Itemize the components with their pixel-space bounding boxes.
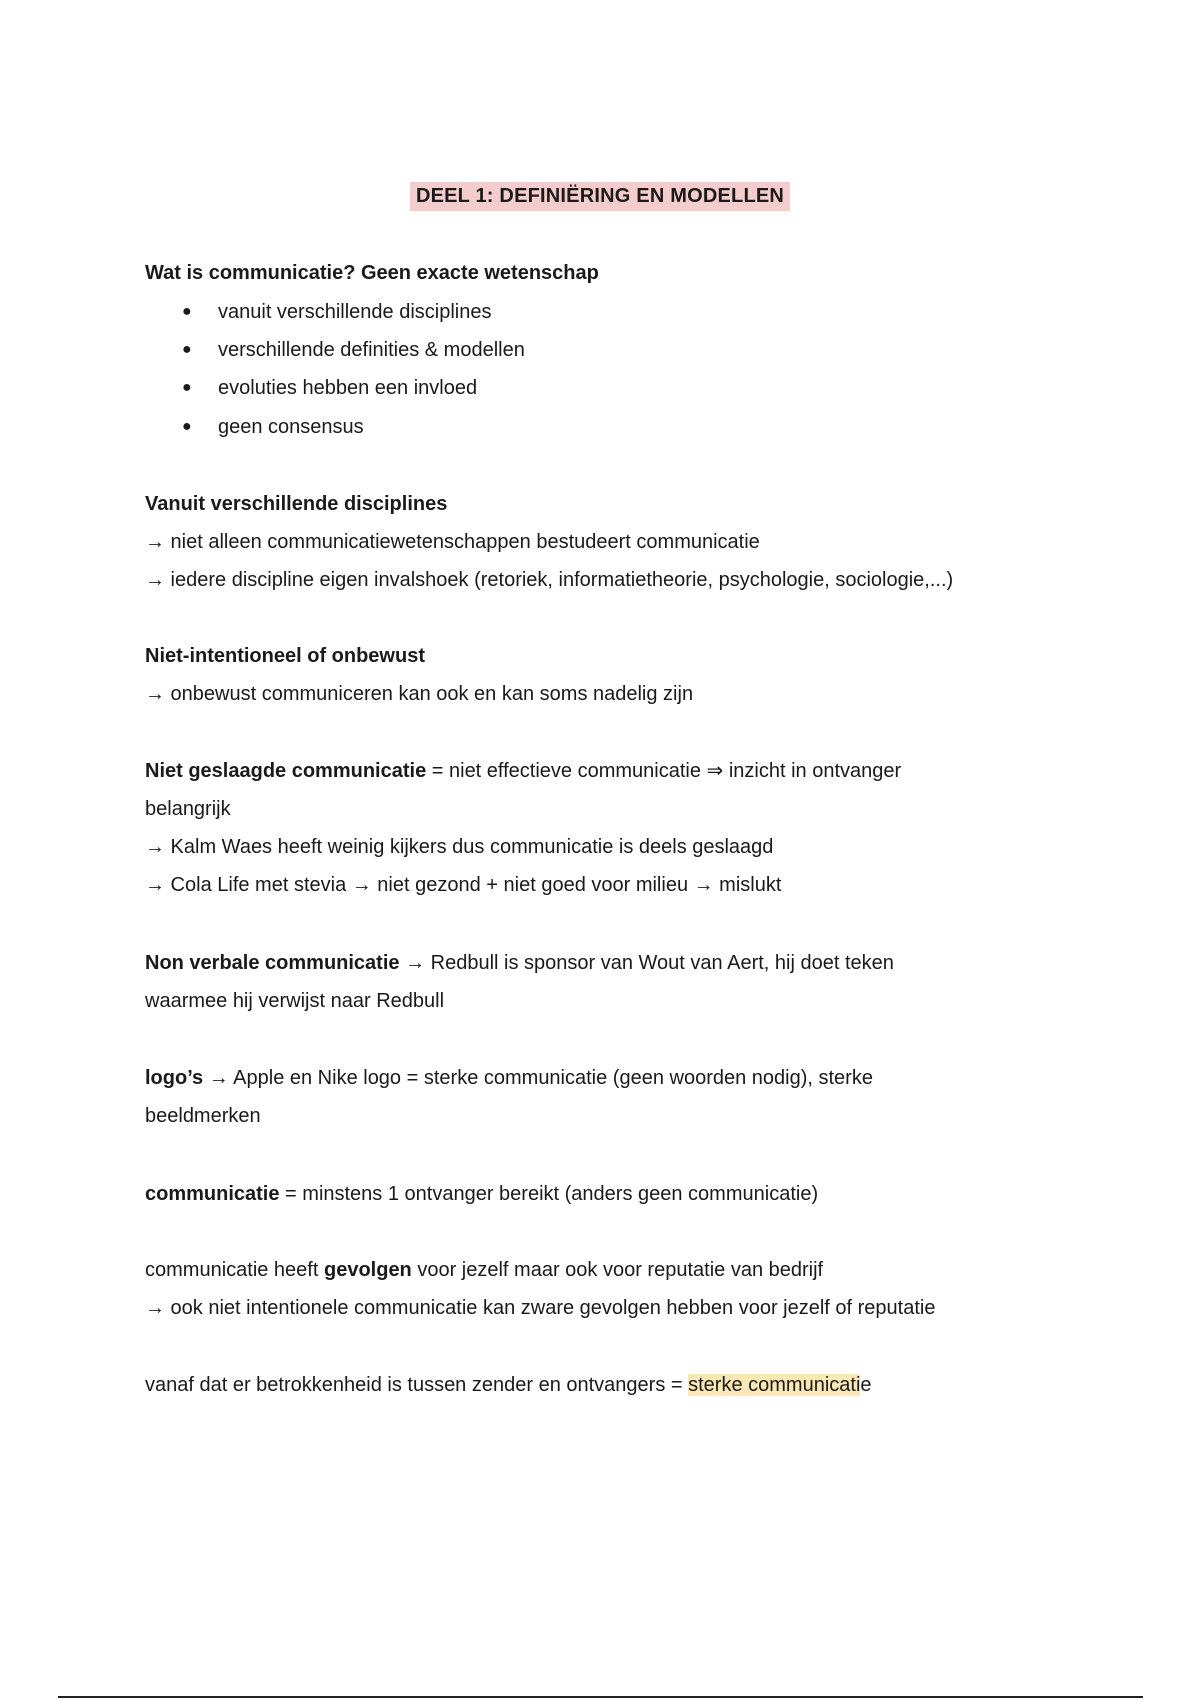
bullet-icon: ● bbox=[182, 303, 192, 320]
definition-text: = minstens 1 ontvanger bereikt (anders geen communicatie) bbox=[279, 1183, 819, 1205]
list-item: geen consensus bbox=[218, 416, 364, 438]
text-post: voor jezelf maar ook voor reputatie van bedrijf bbox=[411, 1259, 824, 1281]
definition-line bbox=[145, 1372, 872, 1398]
list-item: verschillende definities & modellen bbox=[218, 339, 525, 361]
section-heading-disciplines: Vanuit verschillende disciplines bbox=[145, 493, 448, 515]
definition-continuation: waarmee hij verwijst naar Redbull bbox=[145, 990, 445, 1012]
arrow-line: → Cola Life met stevia → niet gezond + niet goed voor milieu → mislukt bbox=[145, 874, 782, 896]
arrow-line: → iedere discipline eigen invalshoek (retoriek, informatietheorie, psychologie, sociologie,...) bbox=[145, 569, 954, 591]
definition-term: communicatie bbox=[145, 1183, 280, 1205]
text-pre: communicatie heeft bbox=[145, 1259, 324, 1281]
title-wrapper bbox=[0, 182, 1200, 211]
text-pre: vanaf dat er betrokkenheid is tussen zender en ontvangers = bbox=[145, 1374, 689, 1396]
definition-continuation: belangrijk bbox=[145, 798, 231, 820]
page-title: DEEL 1: DEFINIËRING EN MODELLEN bbox=[410, 182, 790, 211]
section-heading-niet-intentioneel: Niet-intentioneel of onbewust bbox=[145, 645, 425, 667]
definition-line bbox=[145, 950, 894, 976]
list-item: evoluties hebben een invloed bbox=[218, 377, 478, 399]
footer-divider bbox=[58, 1696, 1143, 1698]
highlighted-text: sterke communicati bbox=[688, 1374, 861, 1396]
definition-text: = niet effectieve communicatie ⇒ inzicht in ontvanger bbox=[426, 760, 902, 782]
bullet-icon: ● bbox=[182, 341, 192, 358]
list-item: vanuit verschillende disciplines bbox=[218, 301, 492, 323]
definition-line bbox=[145, 1065, 873, 1091]
arrow-line: → niet alleen communicatiewetenschappen bestudeert communicatie bbox=[145, 531, 760, 553]
definition-line bbox=[145, 1181, 818, 1207]
definition-text: → Apple en Nike logo = sterke communicatie (geen woorden nodig), sterke bbox=[203, 1067, 873, 1089]
arrow-line: → ook niet intentionele communicatie kan zware gevolgen hebben voor jezelf of reputatie bbox=[145, 1297, 936, 1319]
definition-term: Niet geslaagde communicatie bbox=[145, 760, 427, 782]
definition-term: gevolgen bbox=[323, 1259, 412, 1281]
definition-line bbox=[145, 1257, 823, 1283]
section-heading-wat-is-communicatie: Wat is communicatie? Geen exacte wetenschap bbox=[145, 262, 599, 284]
text-post: e bbox=[860, 1374, 872, 1396]
definition-term: logo’s bbox=[145, 1067, 204, 1089]
definition-term: Non verbale communicatie bbox=[145, 952, 400, 974]
arrow-line: → onbewust communiceren kan ook en kan soms nadelig zijn bbox=[145, 683, 694, 705]
bullet-icon: ● bbox=[182, 379, 192, 396]
definition-continuation: beeldmerken bbox=[145, 1105, 261, 1127]
definition-line bbox=[145, 758, 901, 784]
definition-text: → Redbull is sponsor van Wout van Aert, hij doet teken bbox=[399, 952, 894, 974]
bullet-icon: ● bbox=[182, 418, 192, 435]
arrow-line: → Kalm Waes heeft weinig kijkers dus communicatie is deels geslaagd bbox=[145, 836, 774, 858]
